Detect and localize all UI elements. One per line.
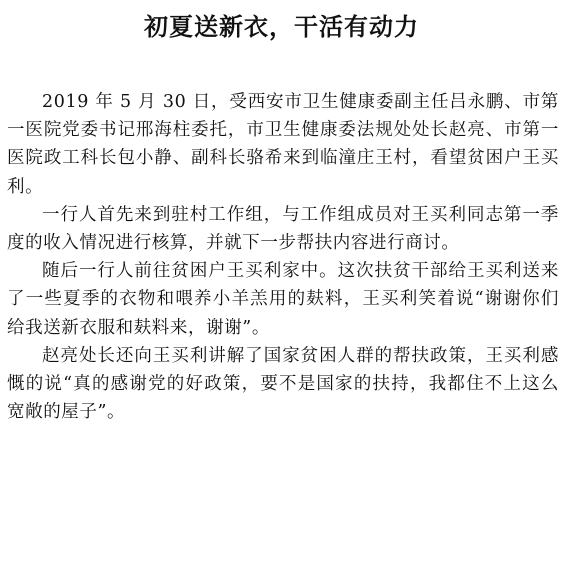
paragraph-2: 一行人首先来到驻村工作组，与工作组成员对王买利同志第一季度的收入情况进行核算，并就下一步帮扶内容进行商讨。 bbox=[7, 204, 559, 254]
article-body bbox=[7, 88, 559, 426]
paragraph-3: 随后一行人前往贫困户王买利家中。这次扶贫干部给王买利送来了一些夏季的衣物和喂养小羊羔用的麸料，王买利笑着说“谢谢你们给我送新衣服和麸料来，谢谢”。 bbox=[7, 261, 559, 338]
article-title: 初夏送新衣，干活有动力 bbox=[144, 13, 419, 41]
paragraph-1: 2019 年 5 月 30 日，受西安市卫生健康委副主任吕永鹏、市第一医院党委书记邢海柱委托，市卫生健康委法规处处长赵亮、市第一医院政工科长包小静、副科长骆希来到临潼庄王村，看望贫困户王买利。 bbox=[7, 92, 559, 197]
paragraph-4: 赵亮处长还向王买利讲解了国家贫困人群的帮扶政策，王买利感慨的说“真的感谢党的好政策，要不是国家的扶持，我都住不上这么宽敞的屋子”。 bbox=[7, 345, 559, 423]
